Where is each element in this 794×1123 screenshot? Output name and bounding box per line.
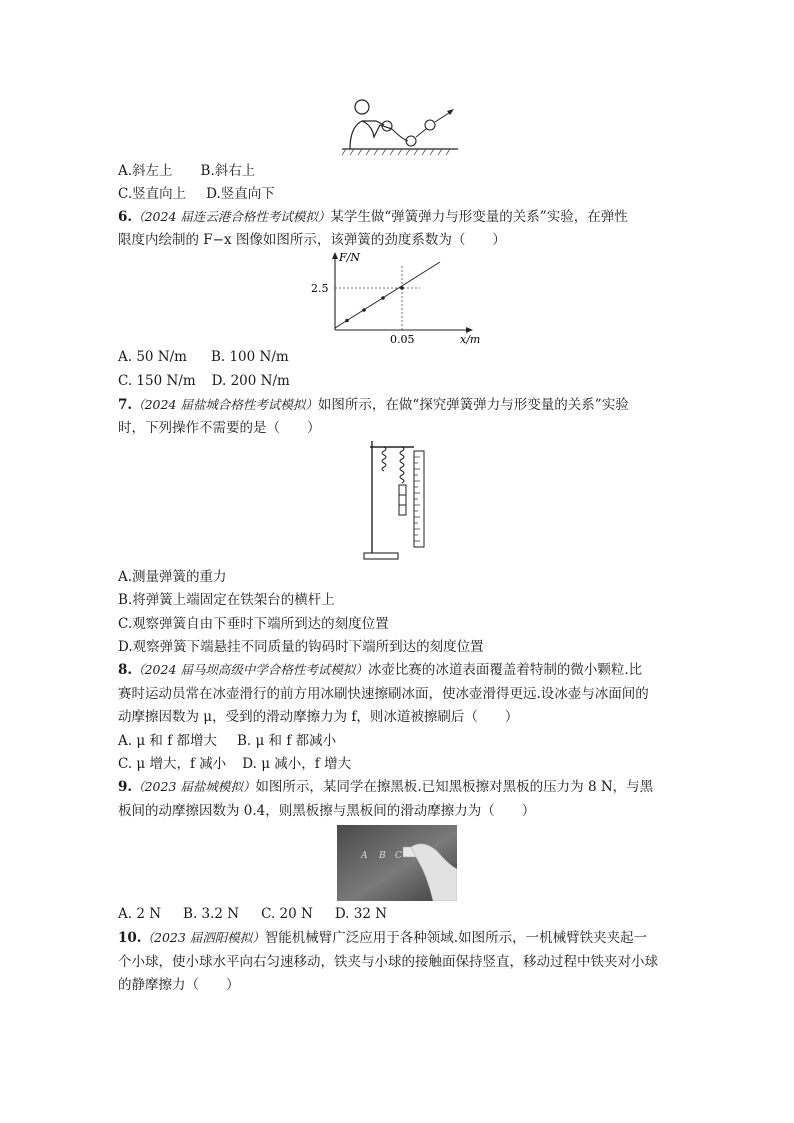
q6-option-c: C. 150 N/m [118,373,196,389]
q7-option-a: A.测量弹簧的重力 [118,569,227,585]
q5-option-c: C.竖直向上 [118,186,187,202]
q6-number: 6. [118,209,133,225]
q9-photo [337,825,457,901]
q8-option-c: C. μ 增大，f 减小 [118,756,227,772]
q9-stem-line2: 板间的动摩擦因数为 0.4，则黑板擦与黑板间的滑动摩擦力为（ ） [118,803,536,819]
q9-option-a: A. 2 N [118,906,162,922]
q5-figure [340,95,460,157]
q7-number: 7. [118,397,133,413]
q8-stem-line1 [118,660,642,680]
q10-stem-line1 [118,928,647,948]
q6-stem-line1 [118,207,628,227]
q8-option-d: D. μ 减小，f 增大 [242,756,352,772]
q6-graph [305,248,490,346]
q9-board-letter-b: B [379,851,386,861]
q6-options-row2 [118,371,290,391]
q9-options [118,904,387,924]
q6-option-d: D. 200 N/m [211,373,290,389]
q6-option-a: A. 50 N/m [118,349,187,365]
q6-point-2 [362,308,366,312]
q6-xlabel: x/m [460,333,481,346]
q8-option-b: B. μ 和 f 都减小 [236,733,337,749]
q8-stem-text1: 冰壶比赛的冰道表面覆盖着特制的微小颗粒.比 [367,662,643,678]
q6-point-4 [400,286,404,290]
q6-stem-line2: 限度内绘制的 F−x 图像如图所示，该弹簧的劲度系数为（ ） [118,232,506,248]
q9-board-letter-c: C [395,851,402,861]
q9-number: 9. [118,779,133,795]
q5-option-b: B.斜右上 [200,163,256,179]
q6-stem-text1: 某学生做“弹簧弹力与形变量的关系”实验，在弹性 [330,209,628,225]
q10-stem-line3: 的静摩擦力（ ） [118,977,240,993]
q10-stem-line2: 个小球，使小球水平向右匀速移动，铁夹与小球的接触面保持竖直，移动过程中铁夹对小球 [118,954,658,970]
q6-source: （2024 届连云港合格性考试模拟） [132,209,331,224]
q6-options-row1 [118,347,289,367]
q7-stem-text1: 如图所示，在做“探究弹簧弹力与形变量的关系”实验 [317,397,629,413]
q9-option-c: C. 20 N [261,906,313,922]
q9-source: （2023 届盐城模拟） [132,779,256,794]
q7-stem-line2: 时，下列操作不需要的是（ ） [118,420,321,436]
q8-option-a: A. μ 和 f 都增大 [118,733,217,749]
q7-option-b: B.将弹簧上端固定在铁架台的横杆上 [118,592,335,608]
q9-option-b: B. 3.2 N [183,906,240,922]
q10-stem-text1: 智能机械臂广泛应用于各种领域.如图所示，一机械臂铁夹夹起一 [264,930,648,946]
q7-stem-line1 [118,395,629,415]
q6-xtick: 0.05 [390,333,415,346]
q7-option-d: D.观察弹簧下端悬挂不同质量的钩码时下端所到达的刻度位置 [118,639,484,655]
q7-figure [362,437,434,563]
q8-source: （2024 届马坝高级中学合格性考试模拟） [132,662,368,677]
q6-point-1 [345,319,349,323]
q8-number: 8. [118,662,133,678]
q8-stem-line2: 赛时运动员常在冰壶滑行的前方用冰刷快速擦刷冰面，使冰壶滑得更远.设冰壶与冰面间的 [118,686,649,702]
q6-point-3 [381,296,385,300]
q5-option-a: A.斜左上 [118,163,173,179]
q5-options-row1 [118,161,255,181]
q10-source: （2023 届泗阳模拟） [141,930,265,945]
q8-options-row1 [118,731,336,751]
q6-ytick: 2.5 [311,282,329,295]
q9-option-d: D. 32 N [334,906,388,922]
q8-options-row2 [118,754,351,774]
q9-stem-text1: 如图所示，某同学在擦黑板.已知黑板擦对黑板的压力为 8 N，与黑 [255,779,654,795]
q7-source: （2024 届盐城合格性考试模拟） [132,397,318,412]
q6-option-b: B. 100 N/m [210,349,289,365]
q10-number: 10. [118,930,142,946]
q9-stem-line1 [118,777,653,797]
q5-options-row2 [118,184,275,204]
q9-board-letter-a: A [361,851,368,861]
q5-option-d: D.竖直向下 [206,186,275,202]
q7-option-c: C.观察弹簧自由下垂时下端所到达的刻度位置 [118,616,389,632]
q6-ylabel: F/N [339,251,360,264]
q8-stem-line3: 动摩擦因数为 μ，受到的滑动摩擦力为 f，则冰道被擦刷后（ ） [118,709,519,725]
